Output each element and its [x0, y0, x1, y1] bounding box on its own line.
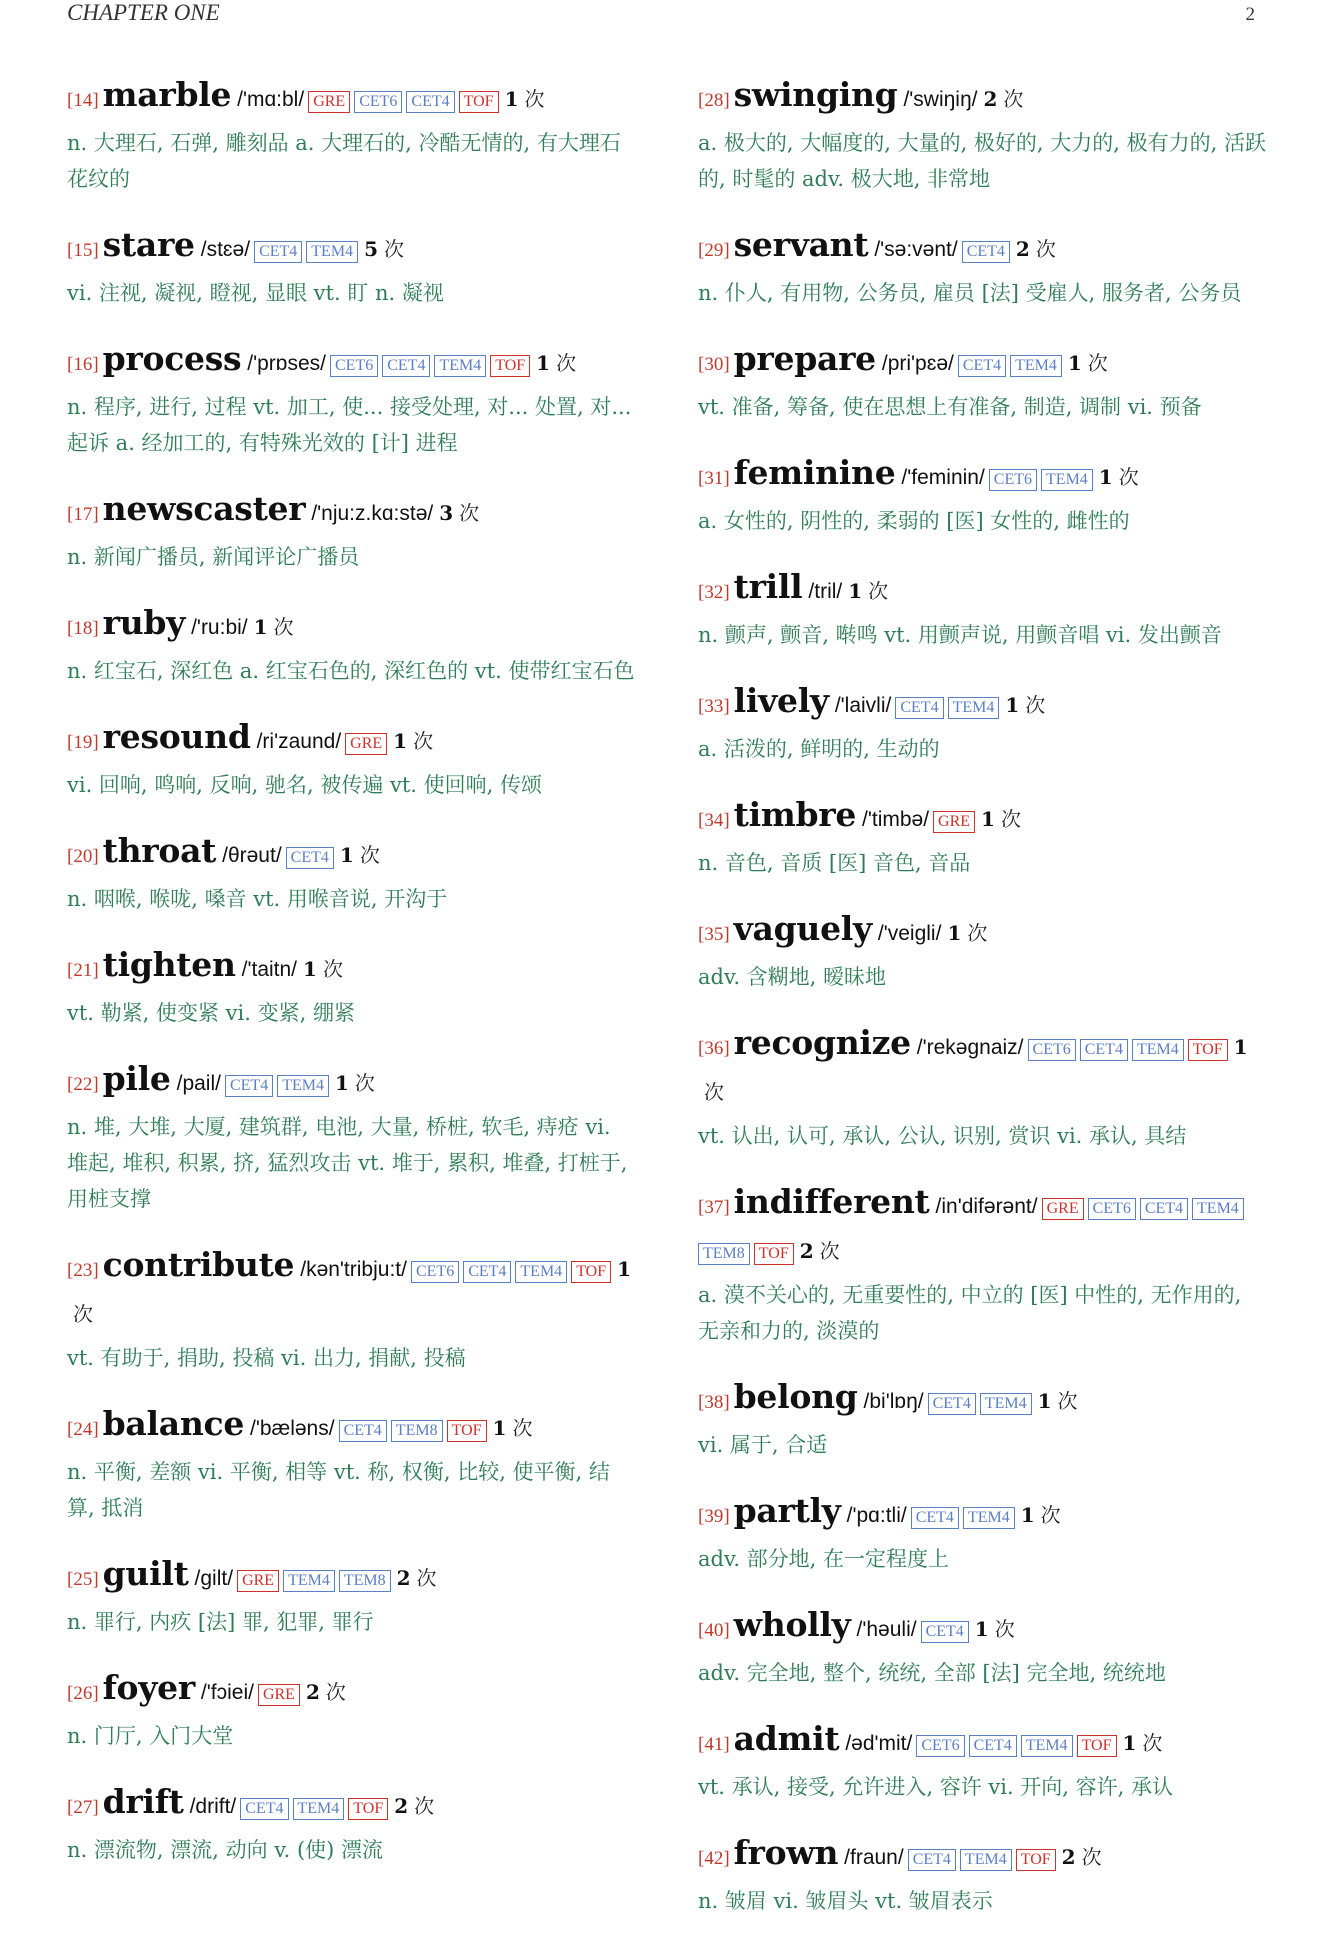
phonetic: /tril/ — [808, 580, 843, 603]
phonetic: /'taitn/ — [241, 958, 298, 981]
exam-tag: CET4 — [962, 241, 1010, 263]
vocab-entry — [698, 1492, 1268, 1577]
phonetic: /kən'tribju:t/ — [300, 1258, 407, 1281]
headword: guilt — [102, 1554, 189, 1593]
definition: n. 平衡, 差额 vi. 平衡, 相等 vt. 称, 权衡, 比较, 使平衡, 结算, 抵消 — [67, 1460, 610, 1520]
exam-tag: TEM4 — [1021, 1735, 1073, 1757]
phonetic: /ri'zaund/ — [256, 730, 342, 753]
frequency-count: 1 — [974, 1617, 989, 1641]
exam-tag: CET6 — [354, 91, 402, 113]
exam-tag: TOF — [348, 1798, 388, 1820]
count-suffix: 次 — [354, 1071, 375, 1095]
headword: pile — [102, 1059, 171, 1098]
definition: vt. 勒紧, 使变紧 vi. 变紧, 绷紧 — [67, 1001, 355, 1025]
entry-head — [67, 832, 637, 881]
exam-tag: CET6 — [411, 1261, 459, 1283]
definition: adv. 含糊地, 暧昧地 — [698, 965, 887, 989]
entry-head — [698, 340, 1268, 389]
phonetic: /'həuli/ — [856, 1618, 917, 1641]
entry-number: [30] — [698, 354, 730, 375]
count-suffix: 次 — [73, 1302, 93, 1326]
entry-number: [23] — [67, 1260, 99, 1281]
definition: adv. 完全地, 整个, 统统, 全部 [法] 完全地, 统统地 — [698, 1661, 1166, 1685]
count-suffix: 次 — [1118, 465, 1139, 489]
exam-tag: CET4 — [921, 1621, 969, 1643]
frequency-count: 2 — [305, 1680, 320, 1704]
headword: resound — [102, 717, 251, 756]
count-suffix: 次 — [1000, 807, 1021, 831]
vocab-entry — [698, 226, 1268, 311]
entry-head — [67, 1669, 637, 1718]
headword: recognize — [733, 1023, 911, 1062]
count-suffix: 次 — [868, 579, 889, 603]
frequency-count: 1 — [617, 1257, 632, 1281]
exam-tag: CET6 — [330, 355, 378, 377]
count-suffix: 次 — [556, 351, 577, 375]
definition: vt. 承认, 接受, 允许进入, 容许 vi. 开向, 容许, 承认 — [698, 1775, 1174, 1799]
vocab-entry — [67, 946, 637, 1031]
entry-head — [67, 1405, 637, 1454]
phonetic: /əd'mit/ — [845, 1732, 913, 1755]
entry-number: [21] — [67, 960, 99, 981]
definition: a. 活泼的, 鲜明的, 生动的 — [698, 737, 940, 761]
entry-number: [20] — [67, 846, 99, 867]
vocab-entry — [698, 1024, 1268, 1154]
definition: vi. 回响, 鸣响, 反响, 驰名, 被传遍 vt. 使回响, 传颂 — [67, 773, 543, 797]
count-suffix: 次 — [1035, 237, 1056, 261]
entry-number: [15] — [67, 240, 99, 261]
entry-head — [67, 718, 637, 767]
count-suffix: 次 — [273, 615, 294, 639]
exam-tag: CET4 — [1080, 1039, 1128, 1061]
exam-tag: CET4 — [225, 1075, 273, 1097]
vocab-entry — [698, 1378, 1268, 1463]
vocab-entry — [67, 718, 637, 803]
entry-number: [31] — [698, 468, 730, 489]
entry-number: [40] — [698, 1620, 730, 1641]
exam-tag: TEM4 — [293, 1798, 345, 1820]
headword: throat — [102, 831, 217, 870]
exam-tag: TEM4 — [515, 1261, 567, 1283]
definition: vt. 有助于, 捐助, 投稿 vi. 出力, 捐献, 投稿 — [67, 1346, 466, 1370]
entry-number: [37] — [698, 1197, 730, 1218]
exam-tag: CET4 — [382, 355, 430, 377]
count-suffix: 次 — [413, 729, 434, 753]
entry-head — [698, 796, 1268, 845]
exam-tag: TOF — [754, 1243, 794, 1265]
vocab-entry — [67, 226, 637, 311]
exam-tag: CET6 — [1088, 1198, 1136, 1220]
headword: vaguely — [733, 909, 872, 948]
entry-number: [22] — [67, 1074, 99, 1095]
entry-head — [67, 76, 637, 125]
entry-head — [698, 1606, 1268, 1655]
entry-head — [698, 1492, 1268, 1541]
headword: balance — [102, 1404, 245, 1443]
vocab-entry — [698, 910, 1268, 995]
frequency-count: 1 — [334, 1071, 349, 1095]
definition: a. 漠不关心的, 无重要性的, 中立的 [医] 中性的, 无作用的, 无亲和力的, 淡漠的 — [698, 1283, 1242, 1343]
exam-tag: CET6 — [1028, 1039, 1076, 1061]
exam-tag: CET4 — [254, 241, 302, 263]
exam-tag: TEM4 — [306, 241, 358, 263]
headword: marble — [102, 75, 232, 114]
exam-tag: TEM8 — [391, 1420, 443, 1442]
headword: foyer — [102, 1668, 195, 1707]
headword: admit — [733, 1719, 840, 1758]
frequency-count: 1 — [504, 87, 519, 111]
phonetic: /'veigli/ — [877, 922, 942, 945]
entry-number: [16] — [67, 354, 99, 375]
phonetic: /'sə:vənt/ — [874, 238, 958, 261]
frequency-count: 1 — [1233, 1035, 1248, 1059]
headword: ruby — [102, 603, 186, 642]
headword: tighten — [102, 945, 236, 984]
frequency-count: 2 — [1015, 237, 1030, 261]
count-suffix: 次 — [359, 843, 380, 867]
phonetic: /'swiŋiŋ/ — [903, 88, 978, 111]
count-suffix: 次 — [459, 501, 480, 525]
frequency-count: 1 — [393, 729, 408, 753]
frequency-count: 1 — [536, 351, 551, 375]
count-suffix: 次 — [1040, 1503, 1061, 1527]
count-suffix: 次 — [704, 1080, 724, 1104]
count-suffix: 次 — [1025, 693, 1046, 717]
phonetic: /'ru:bi/ — [191, 616, 248, 639]
definition: n. 皱眉 vi. 皱眉头 vt. 皱眉表示 — [698, 1889, 993, 1913]
count-suffix: 次 — [819, 1239, 840, 1263]
exam-tag: TEM4 — [980, 1393, 1032, 1415]
frequency-count: 1 — [1122, 1731, 1137, 1755]
exam-tag: TOF — [490, 355, 530, 377]
definition: vi. 注视, 凝视, 瞪视, 显眼 vt. 盯 n. 凝视 — [67, 281, 444, 305]
vocab-entry — [67, 76, 637, 197]
entry-number: [26] — [67, 1683, 99, 1704]
frequency-count: 3 — [439, 501, 454, 525]
frequency-count: 5 — [364, 237, 378, 261]
exam-tag: TOF — [571, 1261, 611, 1283]
exam-tag: CET4 — [339, 1420, 387, 1442]
entry-number: [24] — [67, 1419, 99, 1440]
definition: vi. 属于, 合适 — [698, 1433, 828, 1457]
entry-head — [67, 1246, 637, 1340]
count-suffix: 次 — [967, 921, 988, 945]
entry-number: [38] — [698, 1392, 730, 1413]
count-suffix: 次 — [1142, 1731, 1163, 1755]
vocab-entry — [67, 1783, 637, 1868]
headword: newscaster — [102, 489, 306, 528]
entry-number: [32] — [698, 582, 730, 603]
chapter-title: CHAPTER ONE — [67, 0, 220, 25]
count-suffix: 次 — [1057, 1389, 1078, 1413]
phonetic: /'rekəgnaiz/ — [916, 1036, 1024, 1059]
exam-tag: CET4 — [286, 847, 334, 869]
count-suffix: 次 — [322, 957, 343, 981]
frequency-count: 1 — [1098, 465, 1113, 489]
vocab-entry — [698, 1834, 1268, 1919]
entry-head — [698, 226, 1268, 275]
exam-tag: GRE — [308, 91, 350, 113]
exam-tag: TEM4 — [1192, 1198, 1244, 1220]
phonetic: /'nju:z.kɑ:stə/ — [311, 502, 434, 525]
definition: n. 大理石, 石弹, 雕刻品 a. 大理石的, 冷酷无情的, 有大理石花纹的 — [67, 131, 621, 191]
phonetic: /θrəut/ — [222, 844, 282, 867]
exam-tag: GRE — [237, 1570, 279, 1592]
headword: trill — [733, 567, 803, 606]
vocab-entry — [67, 1405, 637, 1526]
entry-head — [698, 1183, 1268, 1277]
headword: servant — [733, 225, 869, 264]
vocab-entry — [698, 682, 1268, 767]
definition: vt. 准备, 筹备, 使在思想上有准备, 制造, 调制 vi. 预备 — [698, 395, 1202, 419]
vocab-entry — [698, 796, 1268, 881]
entry-head — [67, 1555, 637, 1604]
phonetic: /pri'pɛə/ — [881, 352, 954, 375]
headword: wholly — [733, 1605, 851, 1644]
frequency-count: 2 — [394, 1794, 409, 1818]
phonetic: /'bæləns/ — [250, 1417, 335, 1440]
entry-number: [39] — [698, 1506, 730, 1527]
phonetic: /in'difərənt/ — [935, 1195, 1038, 1218]
frequency-count: 1 — [339, 843, 354, 867]
definition: n. 咽喉, 喉咙, 嗓音 vt. 用喉音说, 开沟于 — [67, 887, 448, 911]
vocab-entry — [67, 490, 637, 575]
count-suffix: 次 — [414, 1794, 435, 1818]
count-suffix: 次 — [524, 87, 545, 111]
frequency-count: 1 — [303, 957, 317, 981]
exam-tag: TEM8 — [339, 1570, 391, 1592]
headword: feminine — [733, 453, 896, 492]
exam-tag: TEM4 — [960, 1849, 1012, 1871]
phonetic: /fraun/ — [844, 1846, 904, 1869]
entry-head — [698, 76, 1268, 125]
page-number: 2 — [1245, 4, 1255, 25]
entry-number: [36] — [698, 1038, 730, 1059]
headword: contribute — [102, 1245, 295, 1284]
vocab-entry — [67, 1246, 637, 1376]
vocab-entry — [698, 1606, 1268, 1691]
vocab-entry — [698, 568, 1268, 653]
exam-tag: CET4 — [895, 697, 943, 719]
definition: n. 程序, 进行, 过程 vt. 加工, 使... 接受处理, 对... 处置, 对... 起诉 a. 经加工的, 有特殊光效的 [计] 进程 — [67, 395, 632, 455]
phonetic: /'pɑ:tli/ — [846, 1504, 907, 1527]
frequency-count: 2 — [983, 87, 998, 111]
exam-tag: CET4 — [240, 1798, 288, 1820]
entry-head — [67, 604, 637, 653]
frequency-count: 1 — [981, 807, 995, 831]
definition: n. 新闻广播员, 新闻评论广播员 — [67, 545, 360, 569]
definition: n. 颤声, 颤音, 啭鸣 vt. 用颤声说, 用颤音唱 vi. 发出颤音 — [698, 623, 1222, 647]
frequency-count: 1 — [947, 921, 962, 945]
entry-number: [41] — [698, 1734, 730, 1755]
exam-tag: TEM4 — [283, 1570, 335, 1592]
frequency-count: 2 — [1061, 1845, 1076, 1869]
entry-head — [67, 1060, 637, 1109]
exam-tag: CET4 — [911, 1507, 959, 1529]
frequency-count: 1 — [1020, 1503, 1035, 1527]
count-suffix: 次 — [325, 1680, 346, 1704]
entry-head — [698, 568, 1268, 617]
count-suffix: 次 — [512, 1416, 533, 1440]
definition: a. 极大的, 大幅度的, 大量的, 极好的, 大力的, 极有力的, 活跃的, 时髦的 adv. 极大地, 非常地 — [698, 131, 1266, 191]
vocab-entry — [67, 340, 637, 461]
vocab-entry — [698, 76, 1268, 197]
entry-number: [34] — [698, 810, 730, 831]
exam-tag: TEM8 — [698, 1243, 750, 1265]
vocab-entry — [67, 832, 637, 917]
entry-head — [698, 910, 1268, 959]
definition: n. 红宝石, 深红色 a. 红宝石色的, 深红色的 vt. 使带红宝石色 — [67, 659, 635, 683]
count-suffix: 次 — [1081, 1845, 1102, 1869]
definition: vt. 认出, 认可, 承认, 公认, 识别, 赏识 vi. 承认, 具结 — [698, 1124, 1187, 1148]
phonetic: /'feminin/ — [901, 466, 985, 489]
phonetic: /pail/ — [176, 1072, 221, 1095]
phonetic: /'laivli/ — [834, 694, 892, 717]
phonetic: /bi'lɒŋ/ — [863, 1390, 924, 1413]
exam-tag: CET4 — [463, 1261, 511, 1283]
count-suffix: 次 — [1003, 87, 1024, 111]
exam-tag: TOF — [459, 91, 499, 113]
exam-tag: TEM4 — [1041, 469, 1093, 491]
exam-tag: TOF — [1188, 1039, 1228, 1061]
exam-tag: TEM4 — [434, 355, 486, 377]
frequency-count: 1 — [1067, 351, 1082, 375]
frequency-count: 2 — [799, 1239, 814, 1263]
exam-tag: GRE — [258, 1684, 300, 1706]
phonetic: /stɛə/ — [200, 238, 251, 261]
definition: n. 漂流物, 漂流, 动向 v. (使) 漂流 — [67, 1838, 384, 1862]
definition: adv. 部分地, 在一定程度上 — [698, 1547, 950, 1571]
exam-tag: GRE — [345, 733, 387, 755]
entry-number: [17] — [67, 504, 99, 525]
page-header — [67, 0, 1255, 26]
vocab-entry — [67, 1669, 637, 1754]
frequency-count: 1 — [1005, 693, 1020, 717]
frequency-count: 1 — [253, 615, 268, 639]
vocab-entry — [698, 454, 1268, 539]
vocab-entry — [67, 1060, 637, 1217]
entry-number: [33] — [698, 696, 730, 717]
exam-tag: CET4 — [908, 1849, 956, 1871]
entry-number: [14] — [67, 90, 99, 111]
entry-number: [29] — [698, 240, 730, 261]
headword: lively — [733, 681, 829, 720]
exam-tag: TOF — [1077, 1735, 1117, 1757]
exam-tag: TOF — [1016, 1849, 1056, 1871]
entry-number: [19] — [67, 732, 99, 753]
entry-number: [28] — [698, 90, 730, 111]
entry-number: [35] — [698, 924, 730, 945]
count-suffix: 次 — [1087, 351, 1108, 375]
entry-number: [42] — [698, 1848, 730, 1869]
headword: stare — [102, 225, 195, 264]
definition: n. 堆, 大堆, 大厦, 建筑群, 电池, 大量, 桥桩, 软毛, 痔疮 vi. 堆起, 堆积, 积累, 挤, 猛烈攻击 vt. 堆于, 累积, 堆叠, 打桩于, 用桩支撑 — [67, 1115, 628, 1211]
frequency-count: 1 — [848, 579, 863, 603]
entry-number: [25] — [67, 1569, 99, 1590]
vocab-entry — [698, 340, 1268, 425]
entry-head — [67, 340, 637, 389]
exam-tag: TEM4 — [277, 1075, 329, 1097]
headword: partly — [733, 1491, 841, 1530]
headword: drift — [102, 1782, 184, 1821]
entry-head — [698, 1834, 1268, 1883]
vocab-entry — [67, 604, 637, 689]
exam-tag: CET4 — [406, 91, 454, 113]
exam-tag: GRE — [1042, 1198, 1084, 1220]
entry-head — [698, 1720, 1268, 1769]
headword: swinging — [733, 75, 898, 114]
phonetic: /'fɔiei/ — [200, 1681, 254, 1704]
entry-number: [18] — [67, 618, 99, 639]
entry-head — [67, 490, 637, 539]
entry-head — [67, 1783, 637, 1832]
entry-head — [698, 1024, 1268, 1118]
definition: n. 音色, 音质 [医] 音色, 音品 — [698, 851, 971, 875]
exam-tag: TEM4 — [1010, 355, 1062, 377]
headword: prepare — [733, 339, 876, 378]
exam-tag: TEM4 — [963, 1507, 1015, 1529]
definition: n. 门厅, 入门大堂 — [67, 1724, 234, 1748]
count-suffix: 次 — [994, 1617, 1015, 1641]
exam-tag: CET4 — [928, 1393, 976, 1415]
vocab-entry — [698, 1183, 1268, 1349]
right-column — [698, 76, 1268, 1948]
exam-tag: TEM4 — [1132, 1039, 1184, 1061]
phonetic: /'timbə/ — [862, 808, 930, 831]
frequency-count: 1 — [1037, 1389, 1052, 1413]
exam-tag: CET4 — [1140, 1198, 1188, 1220]
entry-head — [67, 946, 637, 995]
frequency-count: 2 — [396, 1566, 411, 1590]
exam-tag: GRE — [933, 811, 975, 833]
entry-head — [698, 682, 1268, 731]
vocab-entry — [698, 1720, 1268, 1805]
exam-tag: CET6 — [989, 469, 1037, 491]
left-column — [67, 76, 637, 1897]
headword: belong — [733, 1377, 858, 1416]
phonetic: /gilt/ — [194, 1567, 234, 1590]
entry-head — [67, 226, 637, 275]
headword: indifferent — [733, 1182, 930, 1221]
phonetic: /'prɒses/ — [247, 352, 326, 375]
exam-tag: CET4 — [958, 355, 1006, 377]
entry-head — [698, 1378, 1268, 1427]
frequency-count: 1 — [492, 1416, 507, 1440]
exam-tag: CET6 — [916, 1735, 964, 1757]
headword: frown — [733, 1833, 839, 1872]
count-suffix: 次 — [383, 237, 404, 261]
phonetic: /'mɑ:bl/ — [237, 88, 305, 111]
definition: n. 罪行, 内疚 [法] 罪, 犯罪, 罪行 — [67, 1610, 374, 1634]
entry-head — [698, 454, 1268, 503]
headword: timbre — [733, 795, 857, 834]
exam-tag: TOF — [447, 1420, 487, 1442]
vocab-entry — [67, 1555, 637, 1640]
count-suffix: 次 — [416, 1566, 437, 1590]
definition: n. 仆人, 有用物, 公务员, 雇员 [法] 受雇人, 服务者, 公务员 — [698, 281, 1242, 305]
headword: process — [102, 339, 242, 378]
entry-number: [27] — [67, 1797, 99, 1818]
definition: a. 女性的, 阴性的, 柔弱的 [医] 女性的, 雌性的 — [698, 509, 1130, 533]
exam-tag: CET4 — [969, 1735, 1017, 1757]
exam-tag: TEM4 — [948, 697, 1000, 719]
phonetic: /drift/ — [189, 1795, 237, 1818]
